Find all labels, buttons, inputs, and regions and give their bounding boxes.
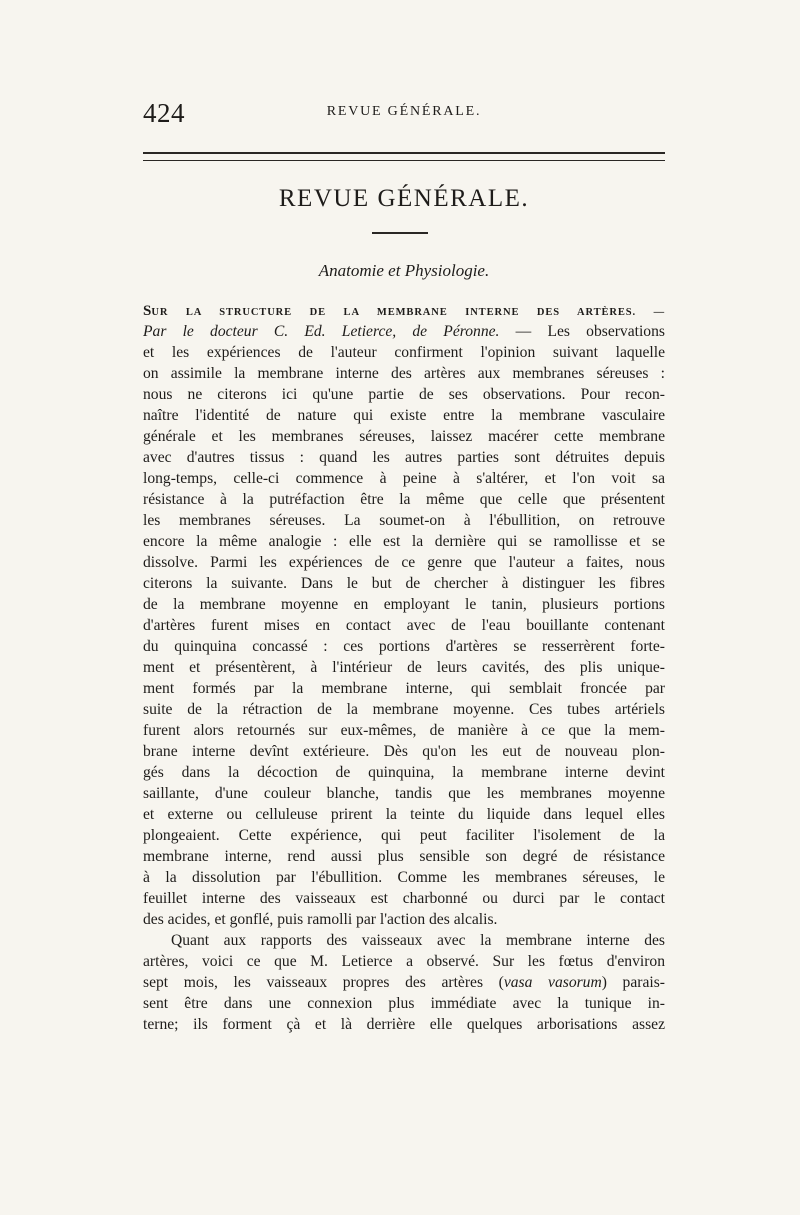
text-line: brane interne devînt extérieure. Dès qu'on les eut de nouveau plon- xyxy=(143,743,665,760)
text-line: dissolve. Parmi les expériences de ce genre que l'auteur a faites, nous xyxy=(143,554,665,571)
text-line: résistance à la putréfaction être la même que celle que présentent xyxy=(143,491,665,508)
text-line: naître l'identité de nature qui existe entre la membrane vasculaire xyxy=(143,407,665,424)
heading-initial: S xyxy=(143,303,152,319)
text-line: d'artères furent mises en contact avec de l'eau bouillante contenant xyxy=(143,617,665,634)
article-heading xyxy=(143,300,665,321)
text-line: terne; ils forment çà et là derrière elle quelques arborisations assez xyxy=(143,1016,665,1033)
running-title: REVUE GÉNÉRALE. xyxy=(326,104,482,119)
text-line: à la dissolution par l'ébullition. Comme les membranes séreuses, le xyxy=(143,869,665,886)
byline-line xyxy=(143,321,665,342)
text-line: long-temps, celle-ci commence à peine à s'altérer, et l'on voit sa xyxy=(143,470,665,487)
text-line: et les expériences de l'auteur confirment l'opinion suivant laquelle xyxy=(143,344,665,361)
text-line: saillante, d'une couleur blanche, tandis que les membranes moyenne xyxy=(143,785,665,802)
vasa-vasorum-term: vasa vasorum xyxy=(503,974,602,991)
text-line: on assimile la membrane interne des artères aux membranes séreuses : xyxy=(143,365,665,382)
text-line: avec d'autres tissus : quand les autres parties sont détruites depuis xyxy=(143,449,665,466)
text-line: gés dans la décoction de quinquina, la membrane interne devint xyxy=(143,764,665,781)
text-line: nous ne citerons ici qu'une partie de ses observations. Pour recon- xyxy=(143,386,665,403)
text-line: et externe ou celluleuse prirent la teinte du liquide dans lequel elles xyxy=(143,806,665,823)
heading-smallcaps: UR LA STRUCTURE DE LA MEMBRANE INTERNE DES ARTÈRES. — xyxy=(151,307,665,318)
text-line: suite de la rétraction de la membrane moyenne. Ces tubes artériels xyxy=(143,701,665,718)
subsection-title: Anatomie et Physiologie. xyxy=(318,261,490,280)
text-segment: ) parais- xyxy=(601,974,665,991)
text-line: plongeaient. Cette expérience, qui peut faciliter l'isolement de la xyxy=(143,827,665,844)
running-head xyxy=(143,96,665,130)
text-line: ment formés par la membrane interne, qui semblait froncée par xyxy=(143,680,665,697)
text-line: membrane interne, rend aussi plus sensible son degré de résistance xyxy=(143,848,665,865)
text-line-2-rest: — Les observations xyxy=(499,323,665,340)
text-line: ment et présentèrent, à l'intérieur de leurs cavités, des plis unique- xyxy=(143,659,665,676)
header-double-rule xyxy=(143,152,665,161)
text-line: du quinquina concassé : ces portions d'artères se resserrèrent forte- xyxy=(143,638,665,655)
text-line: Quant aux rapports des vaisseaux avec la membrane interne des xyxy=(171,932,665,949)
page-number: 424 xyxy=(143,98,185,128)
article-byline: Par le docteur C. Ed. Letierce, de Péronne. xyxy=(143,323,500,340)
text-line: de la membrane moyenne en employant le tanin, plusieurs portions xyxy=(143,596,665,613)
text-line: générale et les membranes séreuses, laissez macérer cette membrane xyxy=(143,428,665,445)
text-line: artères, voici ce que M. Letierce a observé. Sur les fœtus d'environ xyxy=(143,953,665,970)
title-divider xyxy=(372,232,428,234)
text-line: les membranes séreuses. La soumet-on à l'ébullition, on retrouve xyxy=(143,512,665,529)
text-line: des acides, et gonflé, puis ramolli par l'action des alcalis. xyxy=(143,911,498,928)
text-line: sent être dans une connexion plus immédiate avec la tunique in- xyxy=(143,995,665,1012)
text-line: furent alors retournés sur eux-mêmes, de manière à ce que la mem- xyxy=(143,722,665,739)
text-line: feuillet interne des vaisseaux est charbonné ou durci par le contact xyxy=(143,890,665,907)
text-line: citerons la suivante. Dans le but de chercher à distinguer les fibres xyxy=(143,575,665,592)
text-segment: sept mois, les vaisseaux propres des artères ( xyxy=(143,974,504,991)
text-line-vasa xyxy=(143,972,665,993)
text-line: encore la même analogie : elle est la dernière qui se ramollisse et se xyxy=(143,533,665,550)
section-title: REVUE GÉNÉRALE. xyxy=(278,185,530,212)
